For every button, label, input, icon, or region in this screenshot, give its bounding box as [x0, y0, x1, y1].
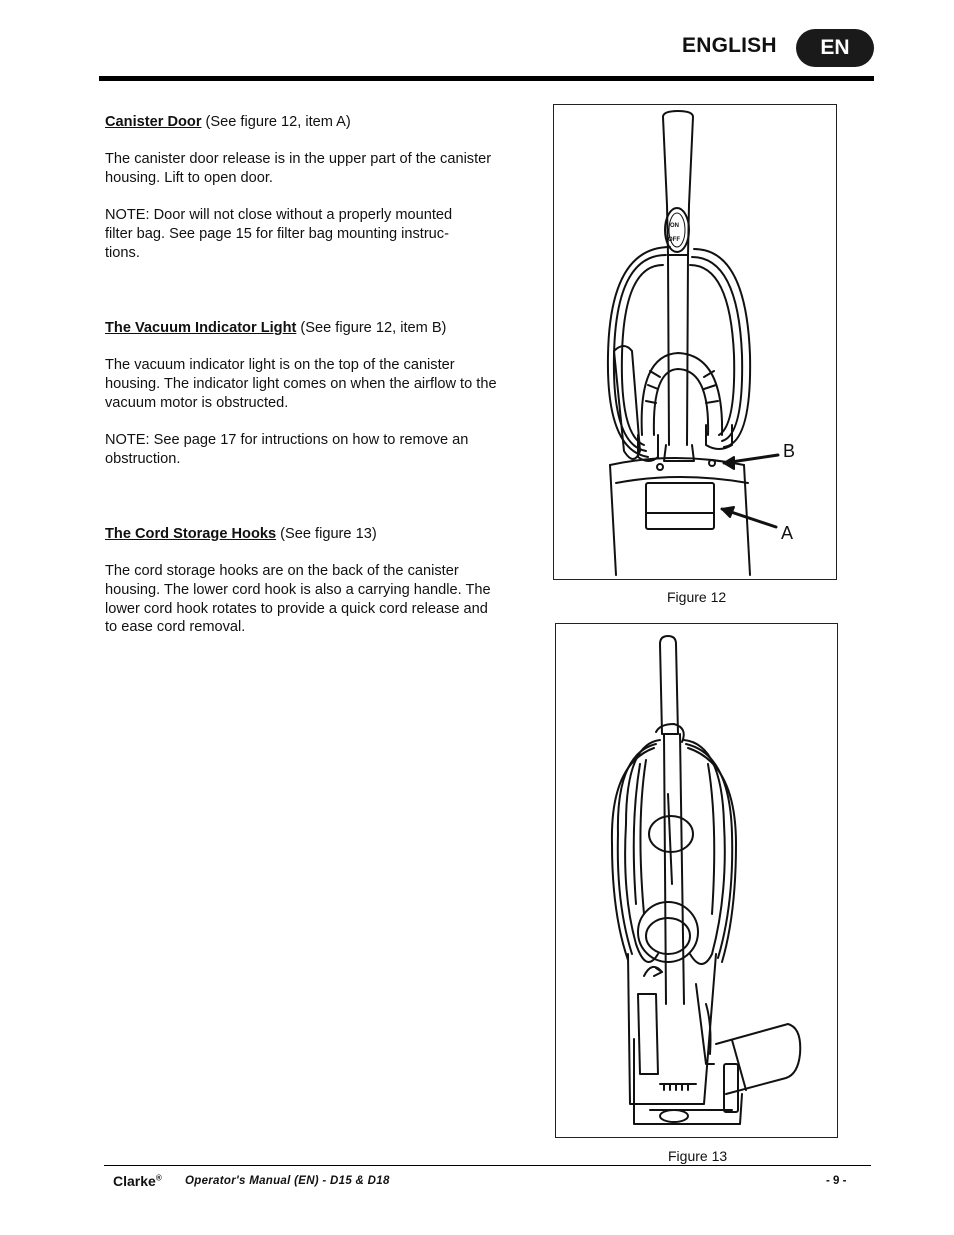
section-heading-canister-door: Canister Door (See figure 12, item A) — [105, 114, 351, 130]
note-paragraph: NOTE: See page 17 for intructions on how to remove an obstruction. — [105, 432, 469, 467]
section-heading-cord-storage-hooks: The Cord Storage Hooks (See figure 13) — [105, 526, 377, 542]
callout-a: A — [781, 523, 794, 543]
switch-on-label: ON — [670, 223, 679, 229]
figure-13 — [555, 623, 838, 1138]
section-heading-vacuum-indicator-light: The Vacuum Indicator Light (See figure 12, item B) — [105, 320, 447, 336]
callout-b: B — [783, 441, 796, 461]
vacuum-front-illustration — [554, 105, 836, 579]
footer-manual-title: Operator's Manual (EN) - D15 & D18 — [185, 1175, 390, 1187]
page-number: - 9 - — [826, 1175, 847, 1187]
switch-off-label: OFF — [668, 237, 680, 243]
paragraph: The vacuum indicator light is on the top of the canister housing. The indicator light comes on when the airflow to the vacuum motor is obstructed. — [105, 357, 497, 411]
paragraph: The canister door release is in the upper part of the canister housing. Lift to open door. — [105, 151, 492, 186]
language-badge: EN — [796, 29, 874, 67]
figure-12 — [553, 104, 837, 580]
footer-brand: Clarke® — [113, 1173, 162, 1189]
figure-12-caption: Figure 12 — [667, 589, 727, 605]
header-rule — [99, 76, 874, 81]
language-label: ENGLISH — [682, 34, 777, 57]
paragraph: The cord storage hooks are on the back of the canister housing. The lower cord hook is also a carrying handle. The lower cord hook rotates to provide a quick cord release and to ease cord removal. — [105, 563, 491, 636]
footer-rule — [104, 1165, 871, 1166]
figure-13-caption: Figure 13 — [668, 1148, 728, 1164]
vacuum-back-illustration — [556, 624, 837, 1137]
note-paragraph: NOTE: Door will not close without a properly mounted filter bag. See page 15 for filter bag mounting instruc-tions. — [105, 207, 453, 261]
